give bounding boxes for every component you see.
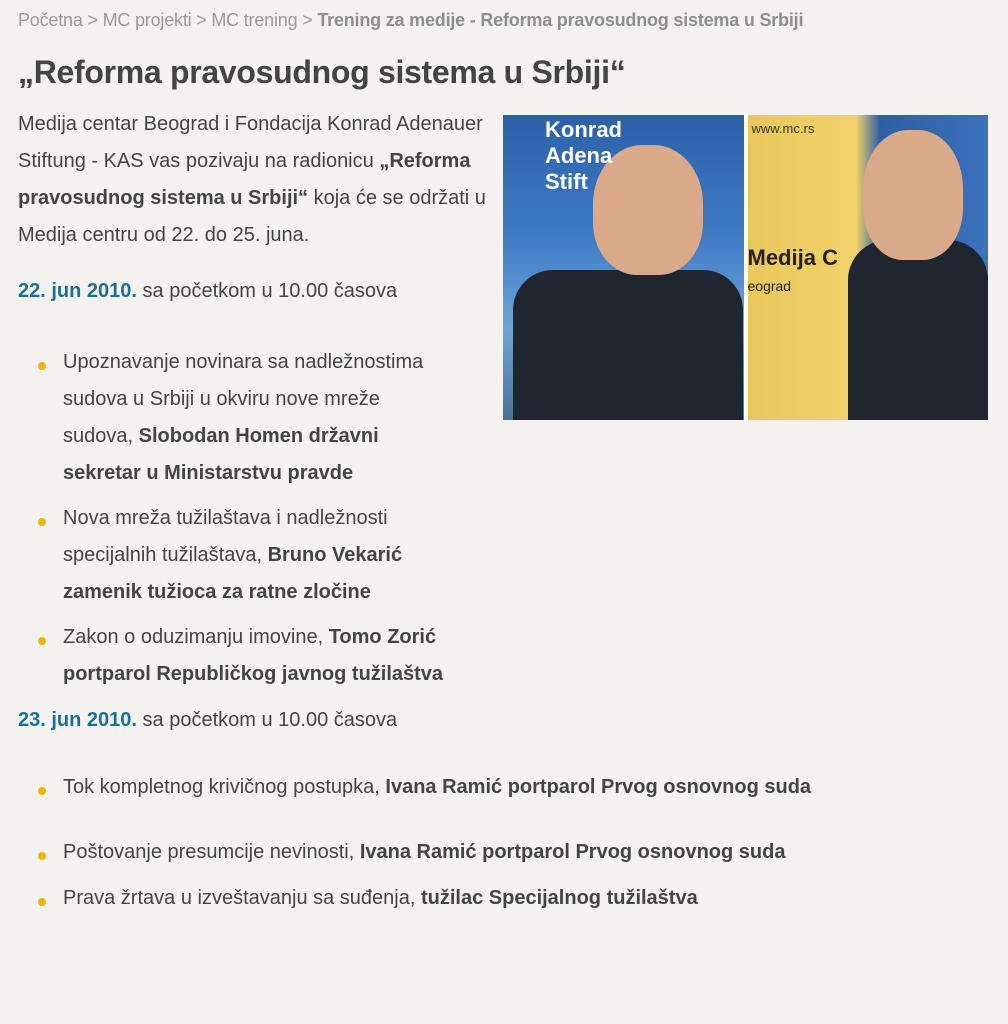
breadcrumb-separator: >	[302, 10, 313, 30]
item-text: Nova mreža tužilaštava i nadležnosti specijalnih tužilaštava,	[63, 507, 388, 566]
bullet-icon	[38, 518, 46, 526]
item-text: Poštovanje presumcije nevinosti,	[63, 841, 360, 863]
list-item	[18, 500, 448, 611]
bullet-icon	[38, 637, 46, 645]
kas-logo: Konrad Adena Stift	[545, 117, 622, 194]
day-date: 23. jun 2010.	[18, 709, 137, 731]
day-date: 22. jun 2010.	[18, 280, 137, 302]
breadcrumb-mc-projekti[interactable]: MC projekti	[102, 10, 192, 30]
photo-speaker-right	[748, 115, 989, 420]
url-sign: www.mc.rs	[751, 121, 815, 136]
intro-text: Medija centar Beograd i Fondacija Konrad Adenauer Stiftung - KAS vas pozivaju na radionicu	[18, 113, 483, 172]
medija-centar-logo: Medija C eograd	[747, 245, 838, 294]
item-speaker: Tomo Zorić portparol Republičkog javnog tužilaštva	[63, 626, 444, 685]
item-speaker: tužilac Specijalnog tužilaštva	[420, 887, 698, 909]
photo-speaker-left	[503, 115, 744, 420]
speaker-suit	[848, 240, 988, 420]
day-agenda	[18, 344, 448, 693]
day-heading	[18, 705, 990, 735]
item-speaker: Ivana Ramić portparol Prvog osnovnog suda	[359, 841, 786, 863]
day-time: sa početkom u 10.00 časova	[136, 709, 398, 731]
breadcrumb-mc-trening[interactable]: MC trening	[211, 10, 298, 30]
list-item	[18, 834, 990, 871]
breadcrumb-home[interactable]: Početna	[18, 10, 83, 30]
intro-workshop-name: „Reforma pravosudnog sistema u Srbiji“	[18, 150, 471, 209]
breadcrumb	[18, 6, 990, 34]
bullet-icon	[38, 362, 46, 370]
item-speaker: Bruno Vekarić zamenik tužioca za ratne zločine	[63, 544, 403, 603]
day-time: sa početkom u 10.00 časova	[136, 280, 398, 302]
bullet-icon	[38, 852, 46, 860]
breadcrumb-separator: >	[87, 10, 98, 30]
item-speaker: Slobodan Homen državni sekretar u Ministarstvu pravde	[63, 425, 379, 484]
speaker-suit	[513, 270, 743, 420]
breadcrumb-separator: >	[196, 10, 207, 30]
list-item	[18, 619, 448, 693]
intro-paragraph	[18, 106, 488, 254]
day-agenda	[18, 769, 990, 917]
breadcrumb-current: Trening za medije - Reforma pravosudnog sistema u Srbiji	[317, 10, 804, 30]
page-title: „Reforma pravosudnog sistema u Srbiji“	[18, 54, 626, 90]
item-text: Tok kompletnog krivičnog postupka,	[63, 776, 386, 798]
speaker-head	[863, 130, 963, 260]
list-item	[18, 344, 448, 492]
bullet-icon	[38, 787, 46, 795]
item-text: Zakon o oduzimanju imovine,	[63, 626, 329, 648]
item-text: Prava žrtava u izveštavanju sa suđenja,	[63, 887, 421, 909]
item-speaker: Ivana Ramić portparol Prvog osnovnog suda	[385, 776, 812, 798]
list-item	[18, 880, 990, 917]
article-photo	[503, 115, 988, 420]
list-item	[18, 769, 990, 806]
item-text: Upoznavanje novinara sa nadležnostima sudova u Srbiji u okviru nove mreže sudova,	[63, 351, 424, 447]
bullet-icon	[38, 898, 46, 906]
intro-text: koja će se održati u Medija centru od 22. do 25. juna.	[18, 187, 486, 246]
